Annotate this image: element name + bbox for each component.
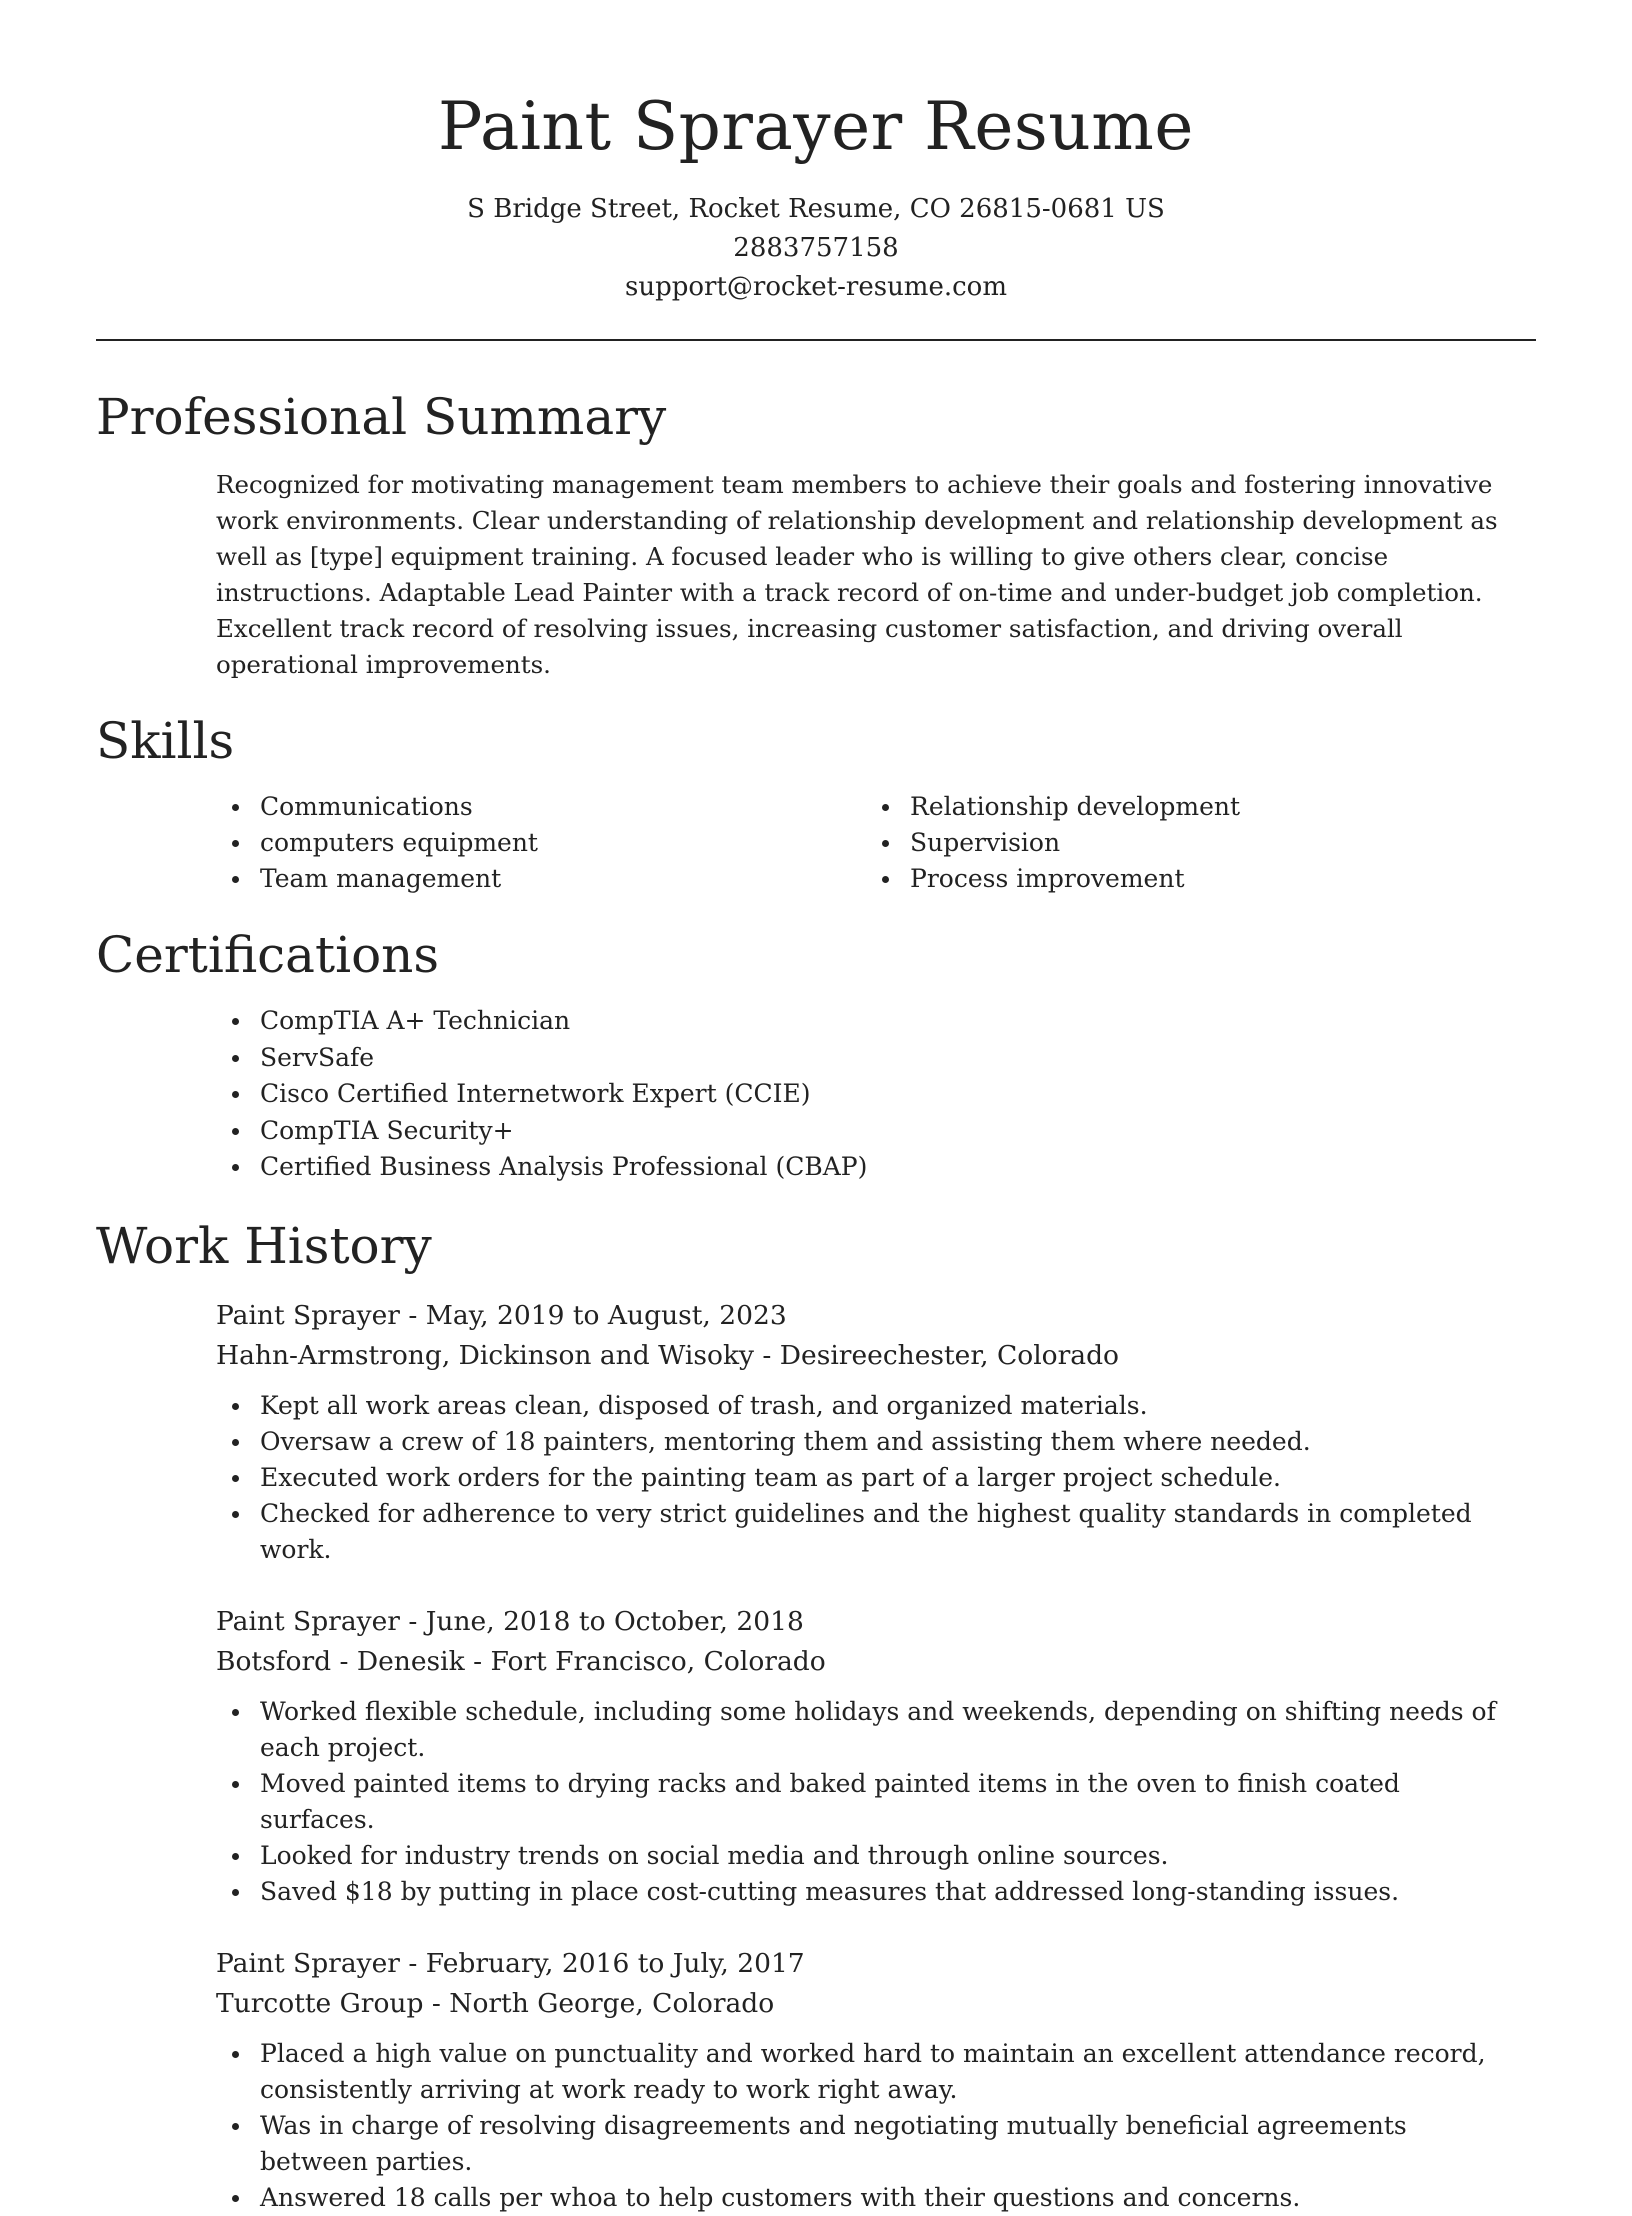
- certification-item: ServSafe: [260, 1040, 1536, 1077]
- job-duties: [260, 2036, 1496, 2216]
- work-history-heading: Work History: [96, 1216, 432, 1275]
- skills-list: [260, 789, 1536, 897]
- contact-phone: 2883757158: [733, 233, 899, 263]
- job-company: Hahn-Armstrong, Dickinson and Wisoky: [216, 1339, 754, 1371]
- contact-block: [96, 190, 1536, 307]
- skill-item: Process improvement: [910, 861, 1536, 897]
- job-location: Fort Francisco, Colorado: [490, 1645, 826, 1677]
- job-duties: [260, 1388, 1496, 1568]
- summary-heading: Professional Summary: [96, 388, 667, 446]
- skills-heading: Skills: [96, 712, 235, 770]
- job-duty: Answered 18 calls per whoa to help customers with their questions and concerns.: [260, 2180, 1496, 2216]
- job-duty: Moved painted items to drying racks and baked painted items in the oven to finish coated surfaces.: [260, 1766, 1496, 1838]
- resume-title: Paint Sprayer Resume: [438, 88, 1194, 165]
- certifications-list: [260, 1003, 1536, 1186]
- job-duty: Looked for industry trends on social media and through online sources.: [260, 1838, 1496, 1874]
- job-dates: February, 2016 to July, 2017: [425, 1947, 805, 1979]
- contact-email: support@rocket-resume.com: [624, 272, 1007, 302]
- job-title-line: [216, 1602, 1536, 1642]
- job-dates: June, 2018 to October, 2018: [425, 1605, 804, 1637]
- job-duty: Worked flexible schedule, including some holidays and weekends, depending on shifting needs of each project.: [260, 1694, 1496, 1766]
- separator: -: [399, 1605, 426, 1637]
- separator: -: [464, 1645, 491, 1677]
- summary-text: Recognized for motivating management team members to achieve their goals and fostering innovative work environments. Clear understanding of relationship development and relationship development as well as [type] equipment training. A focused leader who is willing to give others clear, concise instructions. Adaptable Lead Painter with a track record of on-time and under-budget job completion. Excellent track record of resolving issues, increasing customer satisfaction, and driving overall operational improvements.: [216, 470, 1498, 679]
- separator: -: [423, 1987, 450, 2019]
- job-role: Paint Sprayer: [216, 1947, 400, 1979]
- job-location: Desireechester, Colorado: [779, 1339, 1120, 1371]
- job-role: Paint Sprayer: [216, 1605, 400, 1637]
- skill-item: Relationship development: [910, 789, 1536, 825]
- contact-address: S Bridge Street, Rocket Resume, CO 26815-0681 US: [467, 194, 1165, 224]
- skill-item: Team management: [260, 861, 910, 897]
- separator: -: [399, 1947, 426, 1979]
- job-dates: May, 2019 to August, 2023: [425, 1299, 787, 1331]
- skill-item: computers equipment: [260, 825, 910, 861]
- job-duty: Executed work orders for the painting team as part of a larger project schedule.: [260, 1460, 1496, 1496]
- job-role: Paint Sprayer: [216, 1299, 400, 1331]
- certification-item: Cisco Certified Internetwork Expert (CCIE): [260, 1076, 1536, 1113]
- job-company-line: [216, 1336, 1536, 1376]
- job-duty: Placed a high value on punctuality and worked hard to maintain an excellent attendance record, consistently arriving at work ready to work right away.: [260, 2036, 1496, 2108]
- job-duty: Was in charge of resolving disagreements and negotiating mutually beneficial agreements between parties.: [260, 2108, 1496, 2180]
- job-duty: Kept all work areas clean, disposed of trash, and organized materials.: [260, 1388, 1496, 1424]
- resume-page: [96, 0, 1536, 2216]
- skill-item: Communications: [260, 789, 910, 825]
- job-company: Turcotte Group: [216, 1987, 424, 2019]
- skills-column-left: [260, 789, 910, 897]
- job-entry: [216, 1296, 1536, 1568]
- certification-item: CompTIA A+ Technician: [260, 1003, 1536, 1040]
- job-company: Botsford - Denesik: [216, 1645, 465, 1677]
- certification-item: Certified Business Analysis Professional (CBAP): [260, 1149, 1536, 1186]
- separator: -: [399, 1299, 426, 1331]
- job-location: North George, Colorado: [449, 1987, 775, 2019]
- job-company-line: [216, 1642, 1536, 1682]
- job-title-line: [216, 1944, 1536, 1984]
- job-duties: [260, 1694, 1496, 1910]
- job-duty: Checked for adherence to very strict guidelines and the highest quality standards in completed work.: [260, 1496, 1496, 1568]
- header-divider: [96, 339, 1536, 341]
- job-company-line: [216, 1984, 1536, 2024]
- job-entry: [216, 1602, 1536, 1910]
- certifications-heading: Certifications: [96, 926, 440, 984]
- job-duty: Saved $18 by putting in place cost-cutting measures that addressed long-standing issues.: [260, 1874, 1496, 1910]
- job-duty: Oversaw a crew of 18 painters, mentoring them and assisting them where needed.: [260, 1424, 1496, 1460]
- separator: -: [753, 1339, 780, 1371]
- certification-item: CompTIA Security+: [260, 1113, 1536, 1150]
- job-entry: [216, 1944, 1536, 2216]
- skill-item: Supervision: [910, 825, 1536, 861]
- job-title-line: [216, 1296, 1536, 1336]
- skills-column-right: [910, 789, 1536, 897]
